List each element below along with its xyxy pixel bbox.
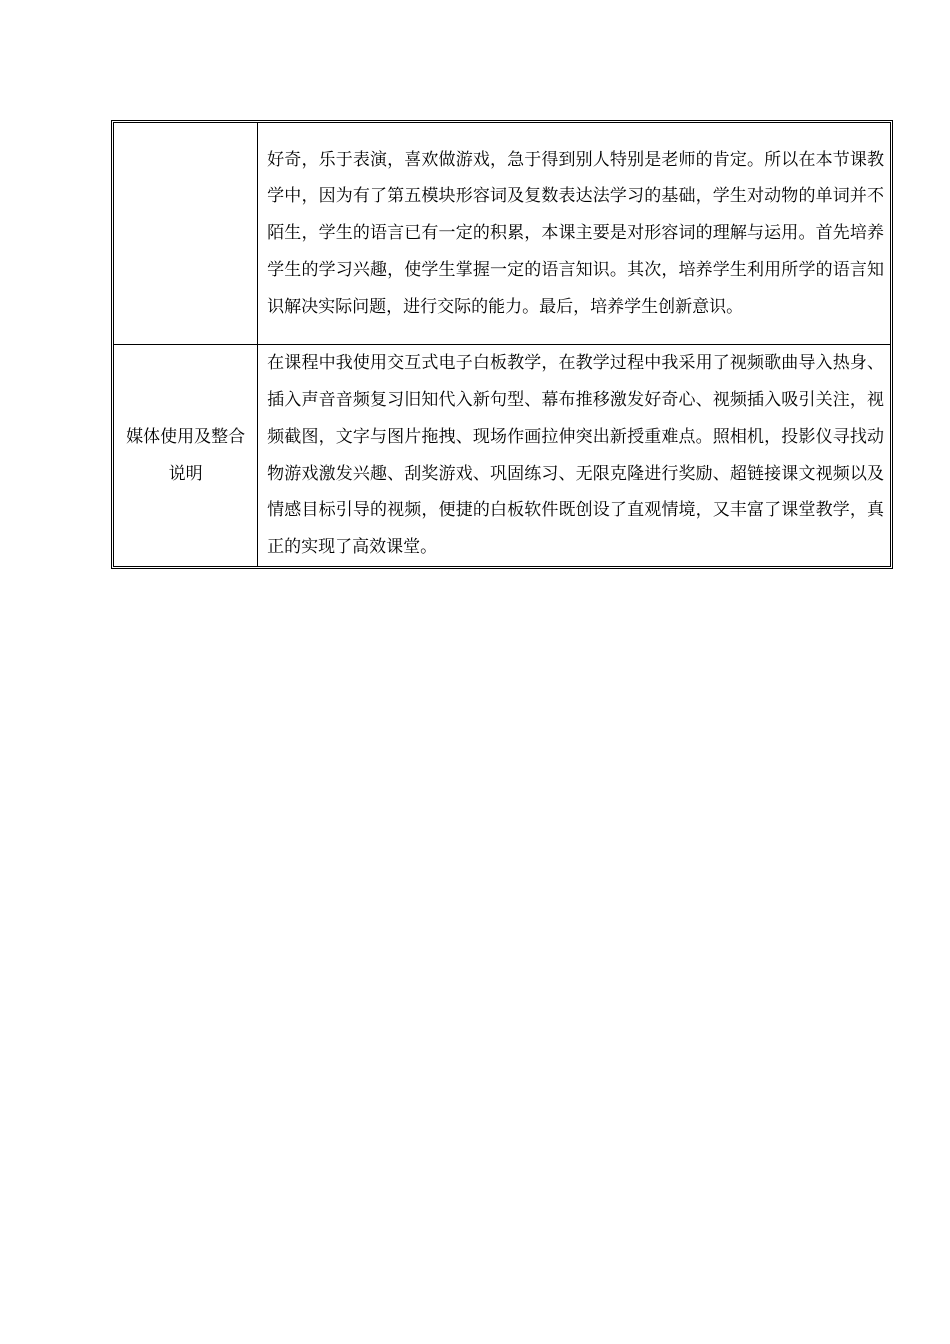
learner-analysis-text: 好奇，乐于表演，喜欢做游戏，急于得到别人特别是老师的肯定。所以在本节课教学中，因为有了第五模块形容词及复数表达法学习的基础，学生对动物的单词并不陌生，学生的语言已有一定的积累，本课主要是对形容词的理解与运用。首先培养学生的学习兴趣，使学生掌握一定的语言知识。其次，培养学生利用所学的语言知识解决实际问题，进行交际的能力。最后，培养学生创新意识。 [258,123,891,345]
media-usage-text: 在课程中我使用交互式电子白板教学，在教学过程中我采用了视频歌曲导入热身、插入声音音频复习旧知代入新句型、幕布推移激发好奇心、视频插入吸引关注，视频截图，文字与图片拖拽、现场作画拉伸突出新授重难点。照相机，投影仪寻找动物游戏激发兴趣、刮奖游戏、巩固练习、无限克隆进行奖励、超链接课文视频以及情感目标引导的视频，便捷的白板软件既创设了直观情境，又丰富了课堂教学，真正的实现了高效课堂。 [258,345,891,567]
document-table [113,122,891,567]
row-label-cell [114,123,258,345]
table-row [114,123,891,345]
media-usage-label: 媒体使用及整合说明 [114,345,258,567]
table-row [114,345,891,567]
